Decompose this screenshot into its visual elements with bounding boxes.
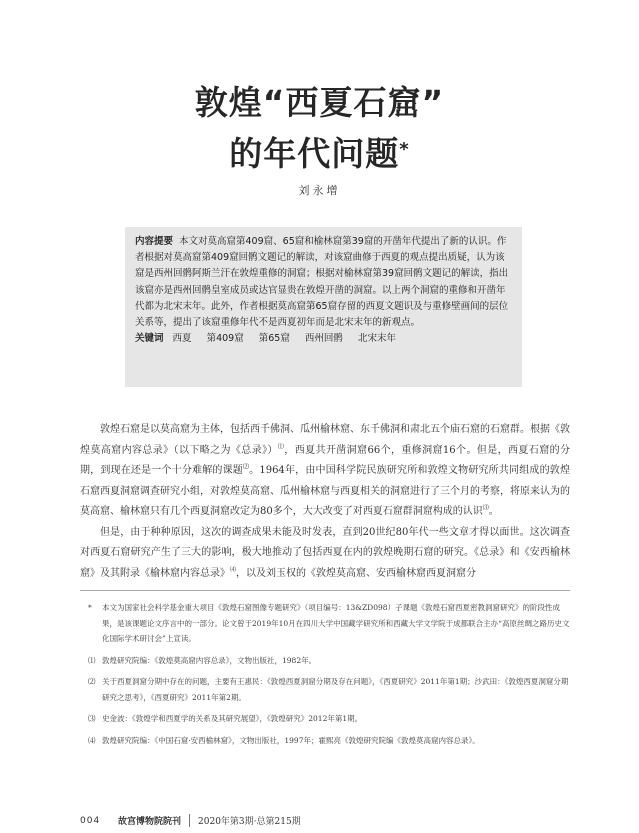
body-paragraph-2 [80, 523, 570, 585]
text-run: ，西夏共开凿洞窟66个，重修洞窟16个。但是，西夏石窟的分期，到现在还是一个十分难解的课题 [80, 444, 570, 476]
text-run: ，以及刘玉权的《敦煌莫高窟、安西榆林窟西夏洞窟分 [236, 567, 477, 579]
text-run: 但是，由于种种原因，这次的调查成果未能及时发表，直到20世纪80年代一些文章才得以面世。这次调查对西夏石窟研究产生了三大的影响，极大地推动了包括西夏在内的敦煌晚期石窟的研究。《总录》和《安西榆林窟》及其附录《榆林窟内容总录》 [80, 526, 570, 579]
footnote-mark: ⑵ [88, 677, 96, 686]
keyword: 北宋末年 [357, 333, 396, 345]
keyword: 第65窟 [258, 333, 290, 345]
journal-name: 故宫博物院院刊 [118, 814, 190, 827]
footnote-ref[interactable]: ⑵ [242, 463, 250, 471]
title-text: 的年代问题 [229, 134, 400, 173]
keywords-line [135, 331, 512, 347]
article-title-line2 [0, 128, 639, 175]
footnote-mark: ⑷ [88, 735, 96, 745]
footnote-text: 敦煌研究院编：《中国石窟·安西榆林窟》，文物出版社，1997年；霍熙亮《敦煌研究院编《敦煌莫高窟内容总录》。 [102, 735, 480, 745]
page-number: 004 [80, 815, 101, 826]
footnotes [80, 600, 570, 754]
body-text [80, 420, 570, 584]
text-run: 。1964年，由中国科学院民族研究所和敦煌文物研究所共同组成的敦煌石窟西夏洞窟调查研究小组，对敦煌莫高窟、瓜州榆林窟与西夏相关的洞窟进行了三个月的考察，将原来认为的莫高窟、榆林窟只有几个西夏洞窟改定为80多个，大大改变了对西夏石窟群洞窟构成的认识 [80, 465, 570, 517]
footnote-divider [80, 590, 570, 591]
footnote-ref[interactable]: ⑷ [230, 566, 237, 574]
footnote-ref[interactable]: ⑴ [277, 443, 285, 451]
keyword: 西州回鹘 [304, 333, 343, 345]
author-name: 刘永增 [298, 184, 341, 197]
footnote-item [80, 674, 570, 705]
footnote-mark: * [88, 603, 92, 612]
body-paragraph-1 [80, 420, 570, 523]
abstract-paragraph [135, 234, 512, 331]
keyword: 第409窟 [206, 333, 244, 345]
footnote-text: 本文为国家社会科学基金重大项目《敦煌石窟图像专题研究》（项目编号：13&ZD098）子课题《敦煌石窟西夏密教洞窟研究》的阶段性成果，是该课题论文序言中的一部分。论文曾于2019年10月在四川大学中国藏学研究所和西藏大学文学院于成都联合主办“高原丝绸之路历史文化国际学术研讨会”上宣读。 [102, 603, 570, 643]
article-title-line1: 敦煌“西夏石窟” [194, 83, 445, 122]
footnote-mark: ⑴ [88, 655, 96, 665]
text-run: 。 [488, 506, 499, 517]
title-footnote-mark: * [399, 139, 410, 160]
text-run: 敦煌石窟是以莫高窟为主体，包括西千佛洞、瓜州榆林窟、东千佛洞和肃北五个庙石窟的石窟群。根据《敦煌莫高窟内容总录》（以下略之为《总录》） [80, 424, 570, 456]
issue-info: 2020年第3期·总第215期 [198, 817, 301, 827]
page-footer [80, 814, 570, 827]
keyword: 西夏 [172, 333, 192, 345]
footnote-text: 敦煌研究院编：《敦煌莫高窟内容总录》，文物出版社，1982年。 [102, 655, 317, 665]
keywords-label: 关键词 [135, 333, 164, 345]
footnote-item [80, 653, 570, 669]
footnote-item [80, 600, 570, 647]
footnote-text: 关于西夏洞窟分期中存在的问题，主要有王惠民：《敦煌西夏洞窟分期及存在问题》，《西夏研究》2011年第1期；沙武田：《敦煌西夏洞窟分期研究之思考》，《西夏研究》2011年第2期。 [102, 677, 569, 702]
footnote-item [80, 733, 570, 749]
abstract-box [125, 227, 522, 387]
footnote-item [80, 711, 570, 727]
footnote-ref[interactable]: ⑶ [482, 504, 489, 512]
footnote-mark: ⑶ [88, 714, 96, 723]
abstract-text: 本文对莫高窟第409窟、65窟和榆林窟第39窟的开凿年代提出了新的认识。作者根据对莫高窟第409窟回鹘文题记的解读，对该窟曲修于西夏的观点提出质疑，认为该窟是西州回鹘阿斯兰汗在敦煌重修的洞窟；根据对榆林窟第39窟回鹘文题记的解读，指出该窟亦是西州回鹘皇室成员或达官显贵在敦煌开凿的洞窟。以上两个洞窟的重修和开凿年代都为北宋末年。此外，作者根据莫高窟第65窟存留的西夏文题识及与重修壁画间的层位关系等，提出了该窟重修年代不是西夏初年而是北宋末年的新观点。 [135, 236, 509, 329]
footnote-text: 史金波：《敦煌学和西夏学的关系及其研究展望》，《敦煌研究》2012年第1期。 [102, 714, 363, 723]
abstract-label: 内容提要 [135, 236, 174, 247]
